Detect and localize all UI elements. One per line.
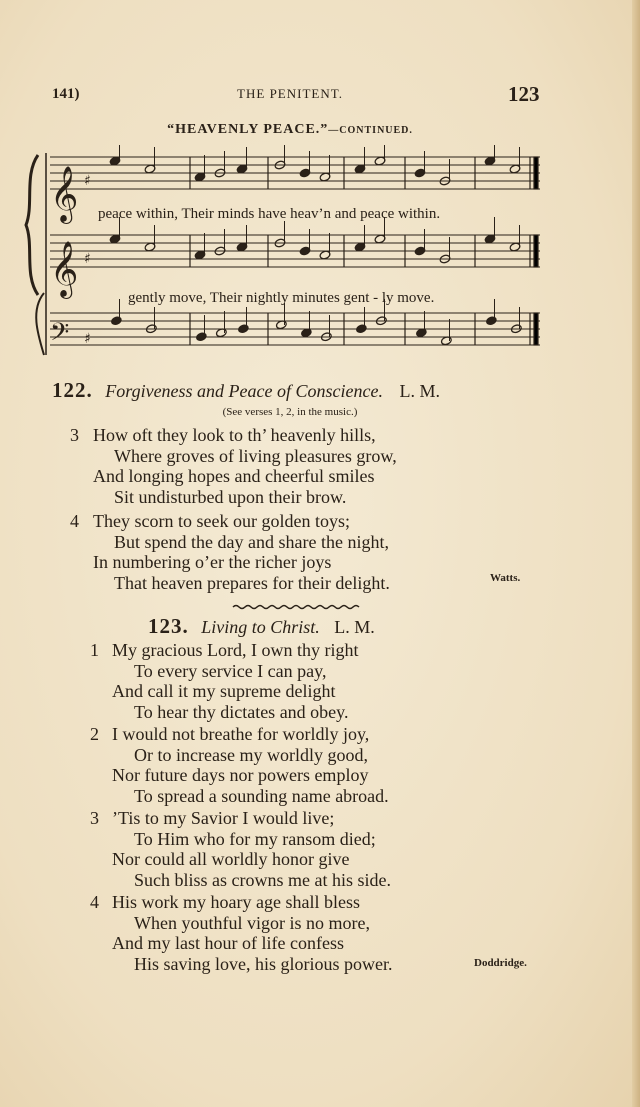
verse-line: To Him who for my ransom died;: [134, 828, 376, 849]
music-lyrics-1: peace within, Their minds have heav’n and peace within.: [98, 206, 441, 222]
treble-clef-icon: 𝄞: [50, 241, 79, 297]
hymn-123-heading: [148, 614, 375, 639]
music-title-suffix: —CONTINUED.: [328, 125, 413, 136]
hymn-123-number: 123.: [148, 614, 189, 638]
header-left-mark: 141): [52, 86, 80, 102]
hymn-122-note: (See verses 1, 2, in the music.): [222, 406, 358, 418]
verse-line: Nor could all worldly honor give: [112, 849, 350, 869]
note-head: [110, 316, 122, 326]
verse-line: Such bliss as crowns me at his side.: [134, 869, 391, 890]
sharp-icon: ♯: [84, 251, 91, 267]
bass-clef-icon: 𝄢: [50, 318, 70, 353]
verse-number: 4: [90, 892, 99, 912]
verse-line: And longing hopes and cheerful smiles: [93, 466, 375, 486]
verse-number: 3: [70, 425, 79, 445]
final-bar-line: [534, 313, 538, 345]
verse-line: They scorn to seek our golden toys;: [93, 511, 350, 531]
music-lyrics-2: gently move, Their nightly minutes gent - ly move.: [128, 290, 435, 306]
system-brace: [26, 155, 38, 295]
music-score: [20, 145, 550, 365]
verse-line: When youthful vigor is no more,: [134, 912, 370, 933]
verse-number: 4: [70, 511, 79, 531]
verse-line: And call it my supreme delight: [112, 681, 336, 701]
verse-line: To every service I can pay,: [134, 660, 327, 681]
sharp-icon: ♯: [84, 173, 91, 189]
hymn-122-number: 122.: [52, 378, 93, 402]
verse-line: Where groves of living pleasures grow,: [114, 445, 397, 466]
verse-line: ’Tis to my Savior I would live;: [112, 808, 335, 828]
page-number: 123: [508, 82, 540, 106]
note-head: [195, 332, 207, 342]
verse-line: My gracious Lord, I own thy right: [112, 640, 359, 660]
hymn-122-heading: [52, 378, 440, 403]
verse-line: And my last hour of life confess: [112, 933, 344, 953]
verse-line: But spend the day and share the night,: [114, 531, 389, 552]
ornamental-divider: [231, 603, 363, 611]
verse-line: In numbering o’er the richer joys: [93, 552, 332, 572]
note-head: [355, 324, 367, 334]
verse-line: Sit undisturbed upon their brow.: [114, 486, 347, 507]
running-header: THE PENITENT.: [237, 86, 343, 101]
verse-line: To spread a sounding name abroad.: [134, 785, 389, 806]
hymn-122-title: Forgiveness and Peace of Conscience.: [105, 381, 383, 401]
page-edge: [632, 0, 640, 1107]
music-title-main: “HEAVENLY PEACE.”: [167, 122, 329, 137]
verse-line: Nor future days nor powers employ: [112, 765, 369, 785]
verse-line: How oft they look to th’ heavenly hills,: [93, 425, 376, 445]
hymn-122-author: Watts.: [490, 572, 521, 584]
hymn-123-author: Doddridge.: [474, 957, 527, 969]
music-title: [0, 122, 580, 138]
note-head: [237, 324, 249, 334]
verse-line: To hear thy dictates and obey.: [134, 701, 349, 722]
sharp-icon: ♯: [84, 331, 91, 347]
note-head: [485, 316, 497, 326]
verse-number: 3: [90, 808, 99, 828]
verse-line: His work my hoary age shall bless: [112, 892, 360, 912]
hymn-123-title: Living to Christ.: [201, 617, 320, 637]
hymn-123-meter: L. M.: [334, 617, 375, 637]
final-bar-line: [534, 157, 538, 189]
hymn-122-meter: L. M.: [399, 381, 440, 401]
verse-line: I would not breathe for worldly joy,: [112, 724, 370, 744]
verse-number: 2: [90, 724, 99, 744]
verse-line: Or to increase my worldly good,: [134, 744, 368, 765]
treble-clef-icon: 𝄞: [50, 166, 79, 222]
verse-line: His saving love, his glorious power.: [134, 953, 393, 974]
verse-line: That heaven prepares for their delight.: [114, 572, 390, 593]
verse-number: 1: [90, 640, 99, 660]
final-bar-line: [534, 235, 538, 267]
